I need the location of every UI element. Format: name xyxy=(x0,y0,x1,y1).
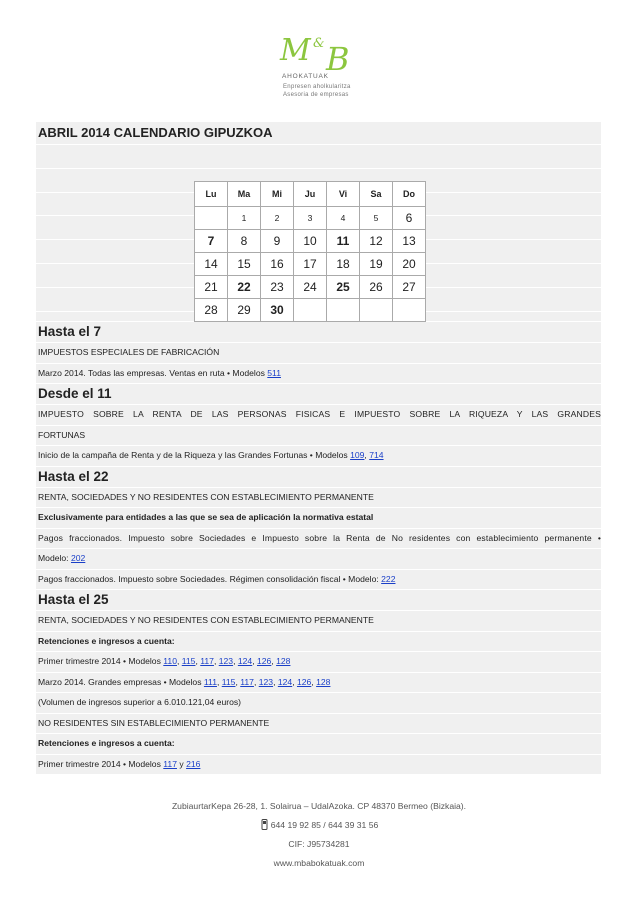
note-line: Exclusivamente para entidades a las que se sea de aplicación la normativa estatal xyxy=(36,508,601,529)
calendar-day: 18 xyxy=(327,253,360,276)
calendar-day: 17 xyxy=(294,253,327,276)
obligation-text: Modelo: xyxy=(38,553,71,563)
model-link[interactable]: 126 xyxy=(256,656,272,666)
calendar-day: 27 xyxy=(393,276,426,299)
footer-phone xyxy=(0,816,638,835)
separator: , xyxy=(176,656,182,666)
tax-category-cont: FORTUNAS xyxy=(36,426,601,447)
tax-category: NO RESIDENTES SIN ESTABLECIMIENTO PERMANENTE xyxy=(36,714,601,735)
model-link[interactable]: 111 xyxy=(203,676,217,687)
obligation-line xyxy=(36,755,601,776)
svg-text:B: B xyxy=(326,40,350,78)
separator: , xyxy=(252,656,257,666)
calendar-week xyxy=(195,230,426,253)
model-link[interactable]: 109 xyxy=(350,450,365,460)
page-title: ABRIL 2014 CALENDARIO GIPUZKOA xyxy=(36,122,601,145)
month-calendar xyxy=(194,181,426,322)
weekday-header: Lu xyxy=(195,182,228,207)
separator: , xyxy=(364,450,370,460)
mobile-phone-icon xyxy=(260,819,269,830)
calendar-day: 13 xyxy=(393,230,426,253)
calendar-day: 28 xyxy=(195,299,228,322)
model-link[interactable]: 222 xyxy=(381,573,396,584)
model-link[interactable]: 128 xyxy=(316,676,331,687)
calendar-day: 26 xyxy=(360,276,393,299)
calendar-day-highlight: 11 xyxy=(327,230,360,253)
section-heading-7: Hasta el 7 xyxy=(36,322,601,343)
logo-tagline xyxy=(283,83,351,99)
calendar-day: 10 xyxy=(294,230,327,253)
logo-brand-small: AHOKATUAK xyxy=(282,73,329,80)
note-line: Retenciones e ingresos a cuenta: xyxy=(36,632,601,653)
model-link[interactable]: 115 xyxy=(221,676,236,687)
calendar-week xyxy=(195,207,426,230)
separator: , xyxy=(253,676,259,687)
section-heading-11: Desde el 11 xyxy=(36,384,601,405)
footer-website: www.mbabokatuak.com xyxy=(273,858,365,868)
obligation-text: Primer trimestre 2014 • Modelos xyxy=(38,656,164,666)
separator: , xyxy=(195,656,201,666)
calendar-day: 29 xyxy=(228,299,261,322)
calendar-day xyxy=(393,299,426,322)
model-link[interactable]: 110 xyxy=(163,656,177,666)
mb-logo xyxy=(276,30,366,82)
obligation-text: Marzo 2014. Grandes empresas • Modelos xyxy=(38,676,204,687)
separator: , xyxy=(213,656,219,666)
model-link[interactable]: 115 xyxy=(181,656,196,666)
svg-text:&: & xyxy=(313,36,325,51)
weekday-header: Mi xyxy=(261,182,294,207)
calendar-day: 24 xyxy=(294,276,327,299)
calendar-day: 15 xyxy=(228,253,261,276)
obligation-text: Pagos fraccionados. Impuesto sobre Sociedades. Régimen consolidación fiscal • Modelo: xyxy=(38,573,382,584)
model-link[interactable]: 216 xyxy=(186,758,201,769)
obligation-line xyxy=(36,652,601,673)
separator: , xyxy=(233,656,238,666)
section-heading-22: Hasta el 22 xyxy=(36,467,601,488)
logo-tagline-2: Asesoria de empresas xyxy=(283,92,349,98)
weekday-header: Do xyxy=(393,182,426,207)
obligation-line xyxy=(36,364,601,385)
model-link[interactable]: 714 xyxy=(369,450,384,460)
calendar-day-highlight: 7 xyxy=(195,230,228,253)
calendar-day: 1 xyxy=(228,207,261,230)
obligation-line xyxy=(36,673,601,694)
calendar-day: 16 xyxy=(261,253,294,276)
calendar-document xyxy=(36,122,601,775)
model-link[interactable]: 124 xyxy=(237,656,253,666)
model-link[interactable]: 202 xyxy=(70,553,86,563)
calendar-day: 5 xyxy=(360,207,393,230)
logo-mark: M xyxy=(280,33,311,68)
separator: , xyxy=(216,676,222,687)
separator: y xyxy=(176,758,187,769)
model-link[interactable]: 123 xyxy=(258,676,274,687)
model-link[interactable]: 123 xyxy=(218,656,234,666)
model-link[interactable]: 128 xyxy=(276,656,291,666)
calendar-day xyxy=(327,299,360,322)
separator: , xyxy=(271,656,277,666)
calendar-day: 3 xyxy=(294,207,327,230)
separator: , xyxy=(235,676,241,687)
calendar-header-row xyxy=(195,182,426,207)
model-link[interactable]: 117 xyxy=(163,758,177,769)
calendar-day: 8 xyxy=(228,230,261,253)
calendar-week xyxy=(195,299,426,322)
footer xyxy=(0,797,638,873)
calendar-day: 23 xyxy=(261,276,294,299)
calendar-day: 6 xyxy=(393,207,426,230)
obligation-text: Primer trimestre 2014 • Modelos xyxy=(38,758,164,769)
tax-category: IMPUESTO SOBRE LA RENTA DE LAS PERSONAS FISICAS E IMPUESTO SOBRE LA RIQUEZA Y LAS GRANDES xyxy=(36,405,601,426)
obligation-text: Pagos fraccionados. Impuesto sobre Sociedades e Impuesto sobre la Renta de No residentes con establecimiento permanente • xyxy=(36,529,601,550)
logo-tagline-1: Enpresen aholkularitza xyxy=(283,84,351,90)
calendar-week xyxy=(195,276,426,299)
tax-category: RENTA, SOCIEDADES Y NO RESIDENTES CON ESTABLECIMIENTO PERMANENTE xyxy=(36,611,601,632)
calendar-band xyxy=(36,145,601,322)
weekday-header: Ju xyxy=(294,182,327,207)
weekday-header: Vi xyxy=(327,182,360,207)
calendar-day: 12 xyxy=(360,230,393,253)
obligation-text: Marzo 2014. Todas las empresas. Ventas en ruta • Modelos xyxy=(38,367,268,378)
obligation-line xyxy=(36,446,601,467)
calendar-day: 2 xyxy=(261,207,294,230)
calendar-day-highlight: 30 xyxy=(261,299,294,322)
section-heading-25: Hasta el 25 xyxy=(36,590,601,611)
calendar-day: 9 xyxy=(261,230,294,253)
calendar-day xyxy=(294,299,327,322)
obligation-line xyxy=(36,570,601,591)
calendar-day xyxy=(195,207,228,230)
obligation-text: Inicio de la campaña de Renta y de la Riqueza y las Grandes Fortunas • Modelos xyxy=(38,450,351,460)
calendar-day-highlight: 22 xyxy=(228,276,261,299)
obligation-note: (Volumen de ingresos superior a 6.010.121,04 euros) xyxy=(36,693,601,714)
footer-cif: CIF: J95734281 xyxy=(288,839,350,849)
calendar-week xyxy=(195,253,426,276)
separator: , xyxy=(292,676,297,687)
footer-address: ZubiaurtarKepa 26-28, 1. Solairua – UdalAzoka. CP 48370 Bermeo (Bizkaia). xyxy=(171,801,467,811)
note-line: Retenciones e ingresos a cuenta: xyxy=(36,734,601,755)
weekday-header: Ma xyxy=(228,182,261,207)
phone-numbers: 644 19 92 85 / 644 39 31 56 xyxy=(270,820,379,830)
calendar-day xyxy=(360,299,393,322)
tax-category: IMPUESTOS ESPECIALES DE FABRICACIÓN xyxy=(36,343,601,364)
calendar-day: 14 xyxy=(195,253,228,276)
model-link[interactable]: 117 xyxy=(240,676,254,687)
header-logo-area xyxy=(0,0,638,118)
model-link[interactable]: 124 xyxy=(277,676,293,687)
calendar-day: 4 xyxy=(327,207,360,230)
tax-category: RENTA, SOCIEDADES Y NO RESIDENTES CON ESTABLECIMIENTO PERMANENTE xyxy=(36,488,601,509)
model-link[interactable]: 126 xyxy=(296,676,312,687)
calendar-day-highlight: 25 xyxy=(327,276,360,299)
calendar-day: 19 xyxy=(360,253,393,276)
obligation-line xyxy=(36,549,601,570)
separator: , xyxy=(311,676,317,687)
calendar-day: 21 xyxy=(195,276,228,299)
separator: , xyxy=(273,676,278,687)
model-link[interactable]: 117 xyxy=(200,656,214,666)
calendar-day: 20 xyxy=(393,253,426,276)
model-link[interactable]: 511 xyxy=(267,367,281,378)
weekday-header: Sa xyxy=(360,182,393,207)
